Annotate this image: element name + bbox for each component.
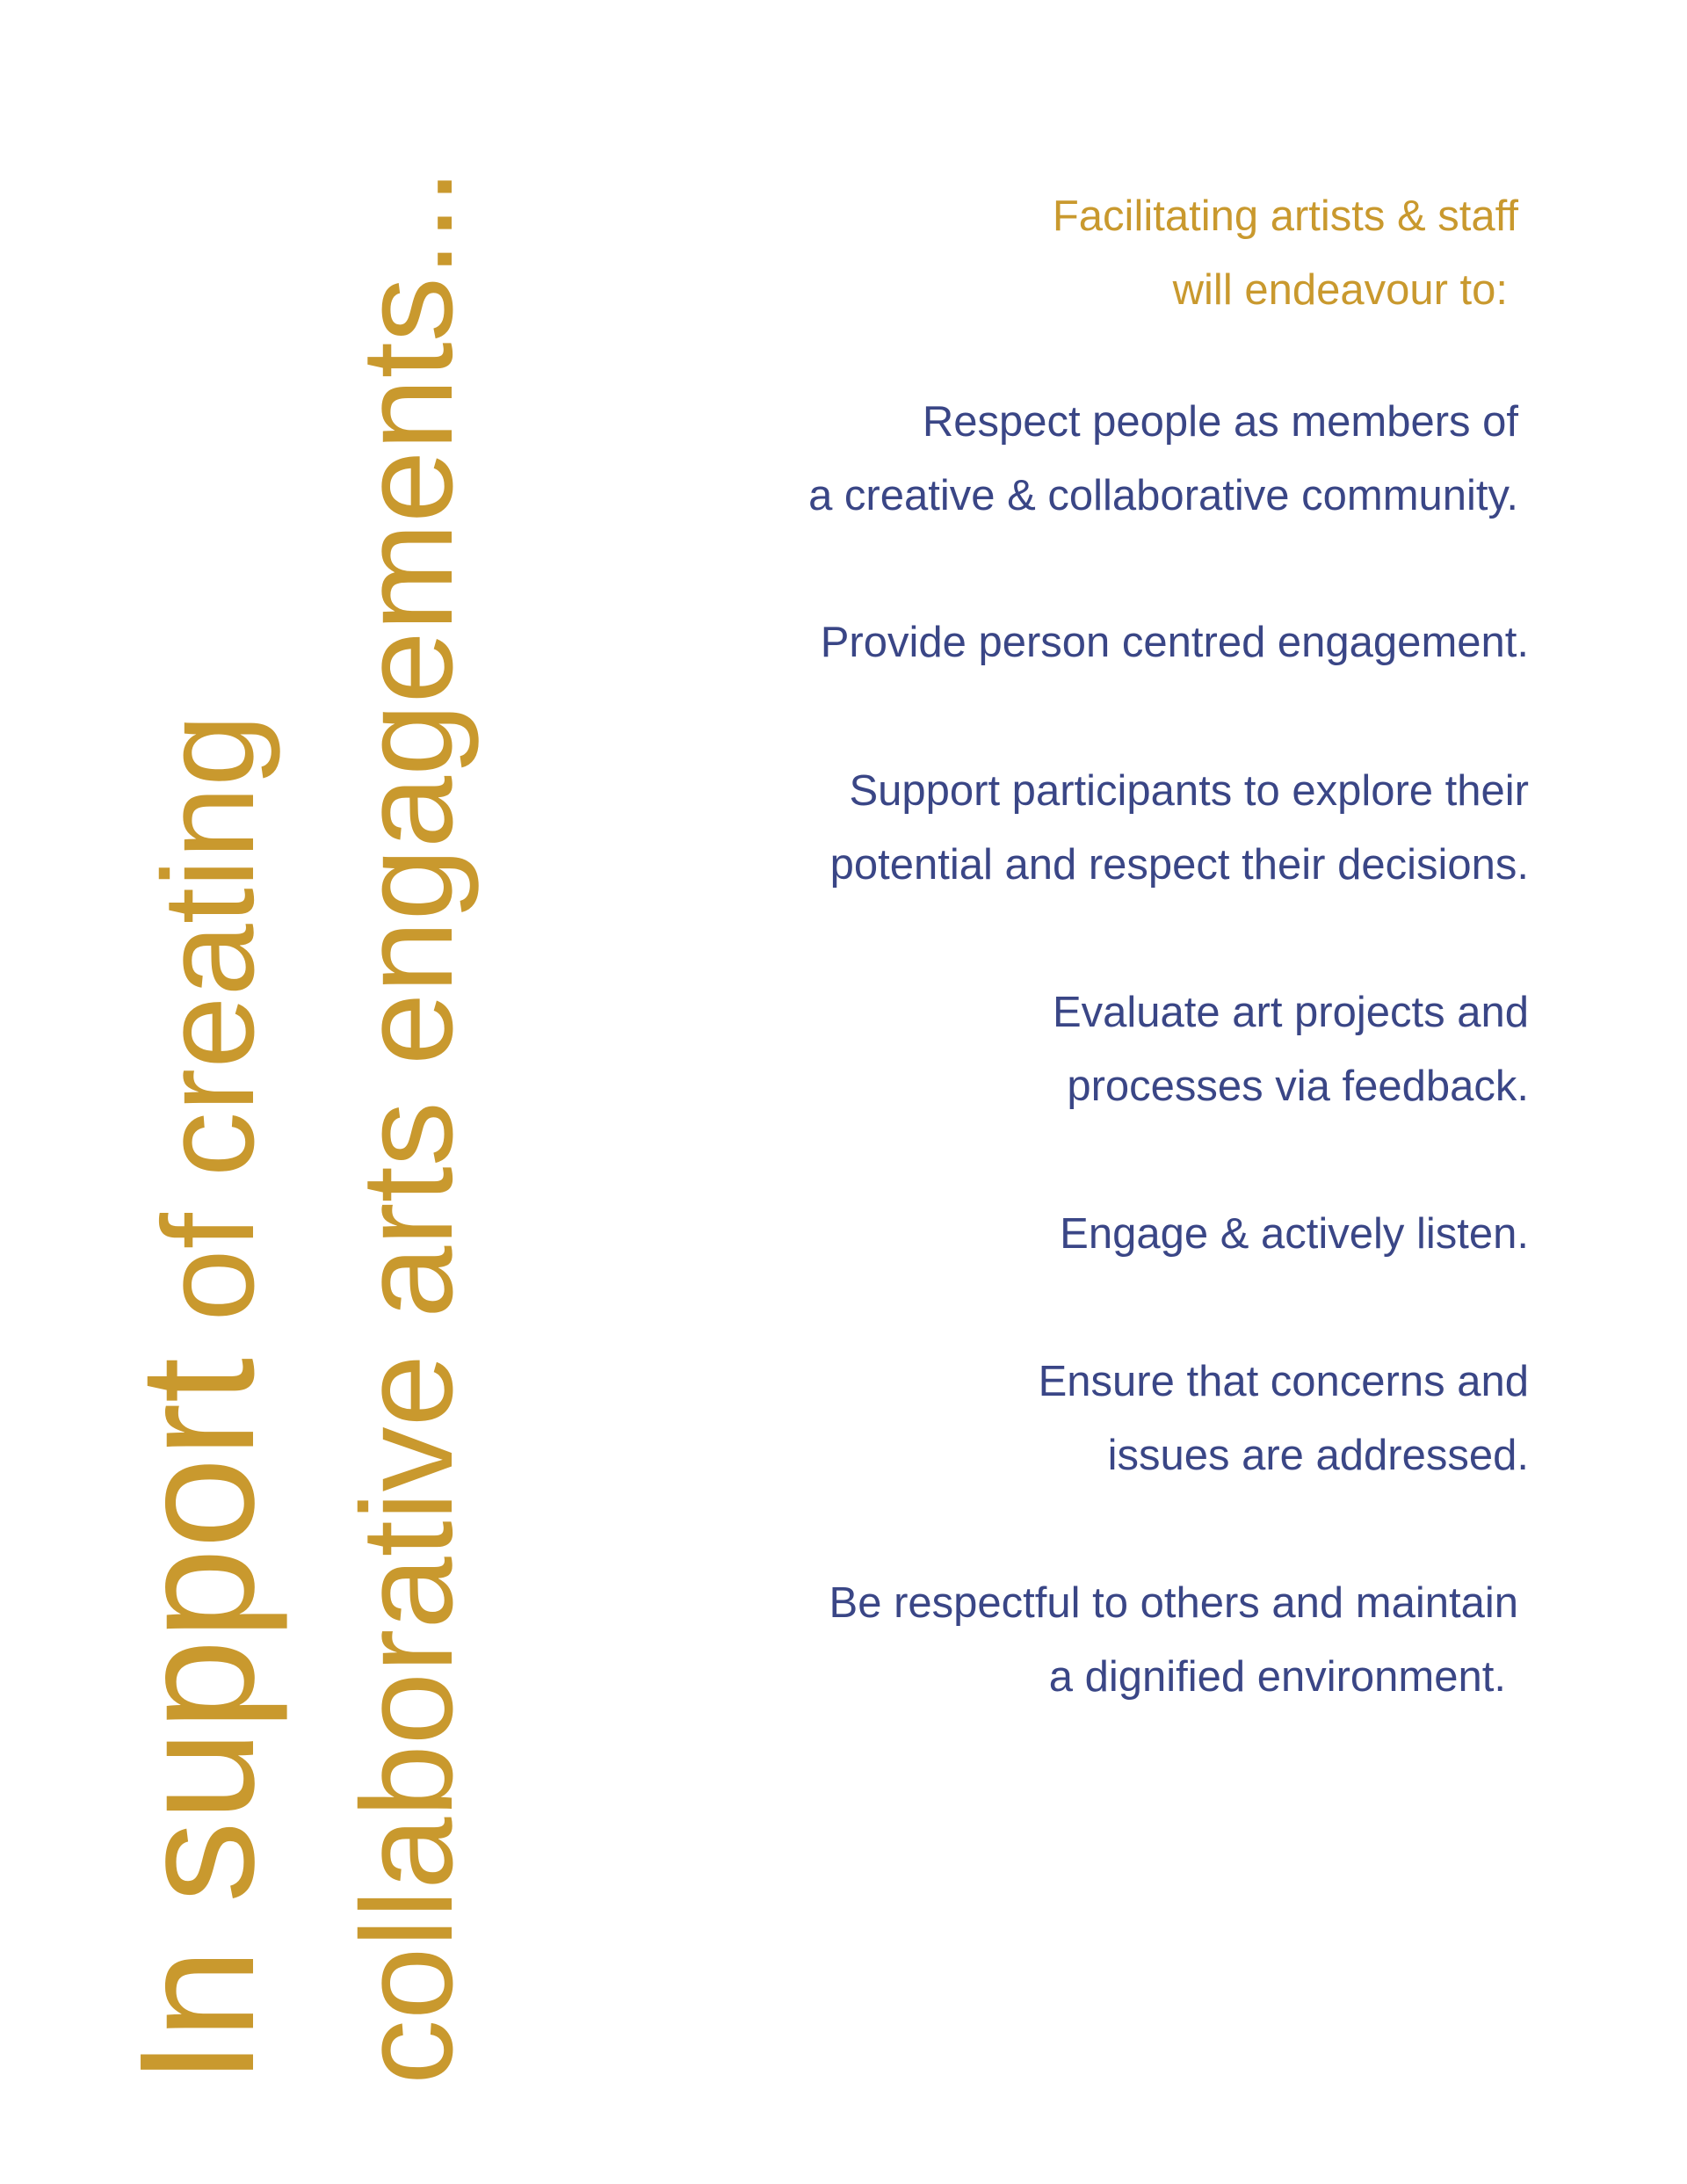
commitments-column xyxy=(615,0,1529,2184)
commitment-person-centred: Provide person centred engagement. xyxy=(820,619,1529,666)
commitment-dignity-line-2: a dignified environment. xyxy=(1048,1653,1506,1701)
title-continuation: of creating xyxy=(136,714,281,1358)
vertical-title-line-1 xyxy=(106,714,288,2085)
commitment-support-line-1: Support participants to explore their xyxy=(849,767,1529,815)
commitment-concerns-line-1: Ensure that concerns and xyxy=(1038,1358,1529,1405)
commitment-respect-line-2: a creative & collaborative community. xyxy=(808,472,1518,519)
intro-line-2: will endeavour to: xyxy=(1172,266,1508,314)
vertical-title-line-2: collaborative arts engagements... xyxy=(335,168,480,2085)
commitment-respect-line-1: Respect people as members of xyxy=(922,398,1518,446)
commitment-dignity-line-1: Be respectful to others and maintain xyxy=(829,1579,1518,1627)
commitment-concerns-line-2: issues are addressed. xyxy=(1107,1432,1529,1479)
commitment-evaluate-line-2: processes via feedback. xyxy=(1067,1063,1529,1110)
intro-line-1: Facilitating artists & staff xyxy=(1052,192,1518,240)
title-emphasis: In support xyxy=(106,1357,288,2085)
commitment-listen: Engage & actively listen. xyxy=(1060,1210,1529,1258)
commitment-support-line-2: potential and respect their decisions. xyxy=(829,841,1529,889)
commitment-evaluate-line-1: Evaluate art projects and xyxy=(1052,989,1529,1036)
